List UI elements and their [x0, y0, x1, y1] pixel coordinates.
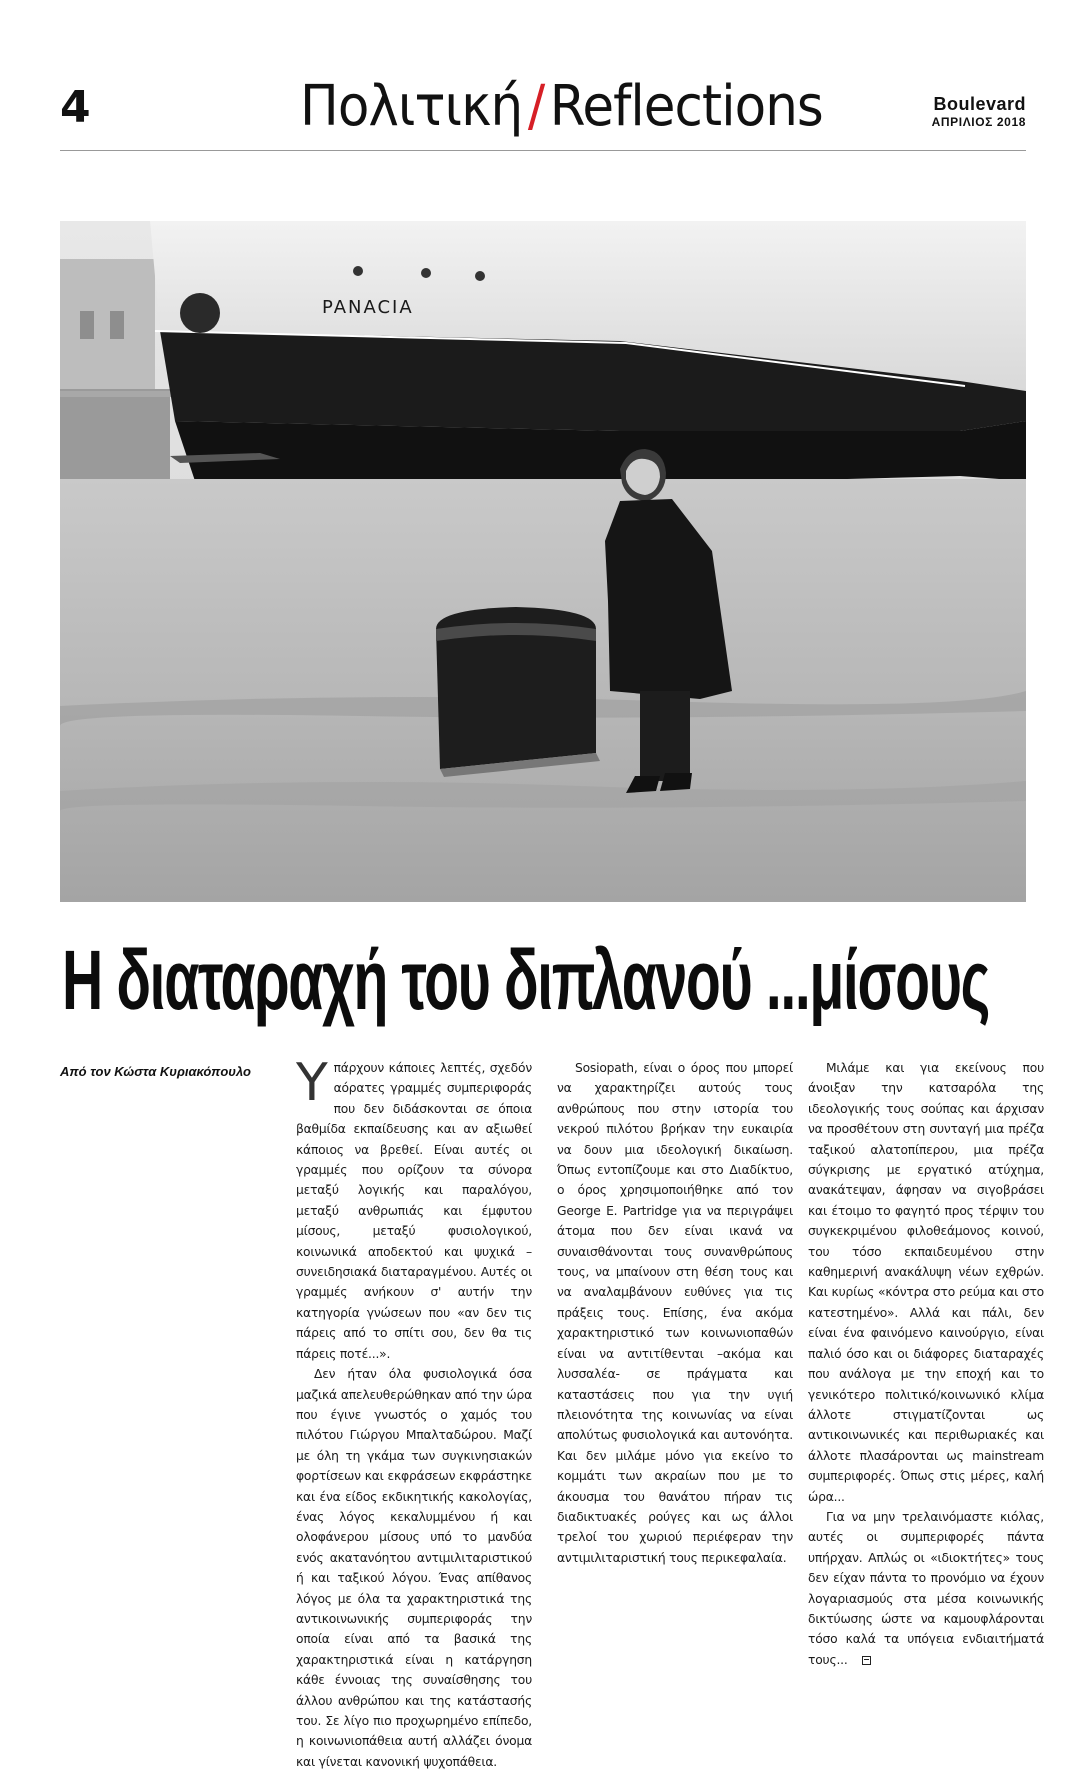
section-title: [300, 74, 823, 139]
issue-date: ΑΠΡΙΛΙΟΣ 2018: [931, 115, 1026, 129]
end-of-article-icon: [862, 1656, 871, 1665]
article-column-3: [808, 1058, 1044, 1670]
page-header: [60, 70, 1026, 150]
masthead: [932, 94, 1026, 129]
article-headline: Η διαταραχή του διπλανού ...μίσους: [62, 933, 989, 1027]
brand-logo: Boulevard: [933, 94, 1026, 114]
article-paragraph: Μιλάμε και για εκείνους που άνοιξαν την κατσαρόλα της ιδεολογικής τους σούπας και άρχισαν να προσθέτουν στη συνταγή μια πρέζα ταξικού αλατοπίπερου, μια πρέζα σύγκρισης με εργατικό ατύχημα, ανακάτεψαν, άφησαν να σιγοβράσει και έτοιμο το φαγητό προς τέρψιν του συγκεκριμένου φιλοθεάμονος κοινού, του τόσο εκπαιδευμένου στην καθημερινή ανακάλυψη νέων εχθρών. Και κυρίως «κόντρα στο ρεύμα και στο κατεστημένο». Αλλά και πάλι, δεν είναι ένα φαινόμενο καινούργιο, είναι παλιό όσο και οι διάφορες διαταραχές που ανάλογα με την εποχή και το γενικότερο πολιτικό/κοινωνικό κλίμα άλλοτε στιγματίζονται ως αντικοινωνικές και περιθωριακές και άλλοτε πλασάρονται ως mainstream συμπεριφορές. Όπως στις μέρες, καλή ώρα...: [808, 1061, 1044, 1504]
article-photo: [60, 221, 1026, 902]
ship-name-text: PANACIA: [322, 297, 414, 318]
article-column-2: [557, 1058, 793, 1568]
article-paragraph: Υπάρχουν κάποιες λεπτές, σχεδόν αόρατες γραμμές συμπεριφοράς που δεν διδάσκονται σε όποια βαθμίδα εκπαίδευσης και αν αξιωθεί κάποιος να βρεθεί. Είναι αυτές οι γραμμές που ορίζουν τα σύνορα μεταξύ λογικής και παραλόγου, μεταξύ ανθρωπιάς και έμφυτου μίσους, μεταξύ φυσιολογικού, κοινωνικά αποδεκτού και ψυχικά – συνειδησιακά διαταραγμένου. Αυτές οι γραμμές ανήκουν σ' αυτήν την κατηγορία γνώσεων που «αν δεν τις πάρεις από το σπίτι σου, δεν θα τις πάρεις ποτέ...».: [296, 1053, 532, 1361]
article-paragraph: Δεν ήταν όλα φυσιολογικά όσα μαζικά απελευθερώθηκαν από την ώρα που έγινε γνωστός ο χαμός του πιλότου Γιώργου Μπαλταδώρου. Μαζί με όλη τη γκάμα των συγκινησιακών φορτίσεων και εκφράσεων εκφράστηκε και ένα είδος εκδικητικής κακολογίας, ένας λόγος κεκαλυμμένου ή και ολοφάνερου μίσους υπό το μανδύα ενός ακατανόητου αντιμιλιταριστικού ή και ταξικού λόγου. Ένας απίθανος λόγος με όλα τα χαρακτηριστικά της αντικοινωνικής συμπεριφοράς την οποία είναι από τα βασικά της χαρακτηριστικά είναι η κατάργηση κάθε έννοιας της συναίσθησης του άλλου ανθρώπου και της κατάστασής του. Σε λίγο πιο προχωρημένο επίπεδο, η κοινωνιοπάθεια αυτή αλλάζει όνομα και γίνεται κανονική ψυχοπάθεια.: [296, 1367, 532, 1769]
subsection-name: Reflections: [549, 74, 823, 139]
section-name: Πολιτική: [300, 74, 523, 139]
section-separator: /: [527, 74, 545, 139]
header-divider: [60, 150, 1026, 151]
article-column-1: [296, 1053, 532, 1772]
article-paragraph-last: [808, 1507, 1044, 1670]
article-byline: Από τον Κώστα Κυριακόπουλο: [60, 1064, 251, 1079]
article-paragraph: Sosiopath, είναι ο όρος που μπορεί να χαρακτηρίζει αυτούς τους ανθρώπους που στην ιστορία του νεκρού πιλότου βρήκαν την ευκαιρία να δουν μια ιδεολογική δικαίωση. Όπως εντοπίζουμε και στο Διαδίκτυο, ο όρος χρησιμοποιήθηκε από τον George E. Partridge για να περιγράψει άτομα που δεν είναι ικανά να συναισθάνονται τους συνανθρώπους τους, να μπαίνουν στη θέση τους και να αναλαμβάνουν ευθύνες για τις πράξεις τους. Επίσης, ένα ακόμα χαρακτηριστικό των κοινωνιοπαθών είναι να αντιτίθενται –ακόμα και λυσσαλέα- σε πράγματα και καταστάσεις που για την υγιή πλειονότητα της κοινωνίας να είναι απολύτως φυσιολογικά και αυτονόητα. Και δεν μιλάμε μόνο για εκείνο το κομμάτι των ακραίων που με το άκουσμα του θανάτου πήραν τις διαδικτυακές ρούγες και ως άλλοι τρελοί του χωριού περιέφεραν την αντιμιλιταριστική τους περικεφαλαία.: [557, 1061, 793, 1565]
article-paragraph-text: Για να μην τρελαινόμαστε κιόλας, αυτές οι συμπεριφορές πάντα υπήρχαν. Απλώς οι «ιδιοκτήτες» τους δεν είχαν πάντα το προνόμιο να έχουν λογαριασμούς στα μέσα κοινωνικής δικτύωσης ώστε να καμουφλάρονται τόσο καλά τα υπόγεια ενδιαιτήματά τους...: [808, 1509, 1044, 1667]
page-number: 4: [60, 82, 90, 133]
